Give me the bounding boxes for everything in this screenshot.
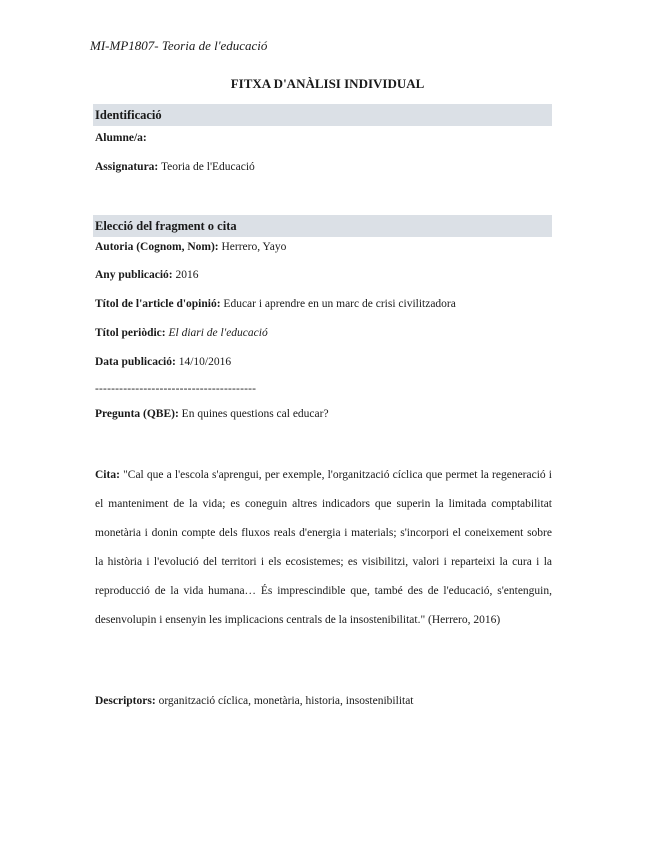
assignatura-field [95,161,255,173]
titol-periodic-label: Títol periòdic: [95,327,166,339]
dashed-separator: ---------------------------------------- [95,383,257,395]
titol-article-value: Educar i aprendre en un marc de crisi civilitzadora [223,298,456,310]
alumne-label: Alumne/a: [95,132,147,144]
autoria-value: Herrero, Yayo [221,241,287,253]
section-identificacio-heading: Identificació [93,104,552,126]
descriptors-field [95,695,414,707]
assignatura-label: Assignatura: [95,161,159,173]
autoria-field [95,241,286,253]
cita-text: "Cal que a l'escola s'aprengui, per exemple, l'organització cíclica que permet la regeneració i el manteniment de la vida; es coneguin altres indicadors que superin la limitada comptabilitat monetària i donin compte dels fluxos reals d'energia i materials; s'incorpori el coneixement sobre la història i l'evolució del territori i els ecosistemes; es visibilitzi, valori i reparteixi la cura i la reproducció de la vida humana… És imprescindible que, també des de l'educació, s'entenguin, desenvolupin i ensenyin les implicacions centrals de la insostenibilitat." (Herrero, 2016) [95,469,553,626]
descriptors-value: organització cíclica, monetària, historia, insostenibilitat [158,695,414,707]
titol-periodic-value: El diari de l'educació [168,327,268,339]
data-publicacio-value: 14/10/2016 [178,356,232,368]
data-publicacio-field [95,356,231,368]
assignatura-value: Teoria de l'Educació [160,161,255,173]
any-value: 2016 [175,269,199,281]
cita-paragraph [95,461,552,635]
pregunta-field [95,408,329,420]
cita-label: Cita: [95,469,120,481]
titol-periodic-field [95,327,268,339]
pregunta-value: En quines questions cal educar? [181,408,329,420]
descriptors-label: Descriptors: [95,695,156,707]
titol-article-field [95,298,456,310]
pregunta-label: Pregunta (QBE): [95,408,179,420]
any-field [95,269,199,281]
section-eleccio-heading: Elecció del fragment o cita [93,215,552,237]
document-title: FITXA D'ANÀLISI INDIVIDUAL [230,76,425,91]
any-label: Any publicació: [95,269,173,281]
alumne-field [95,132,147,144]
autoria-label: Autoria (Cognom, Nom): [95,241,219,253]
titol-article-label: Títol de l'article d'opinió: [95,298,221,310]
course-header: MI-MP1807- Teoria de l'educació [90,38,268,53]
data-publicacio-label: Data publicació: [95,356,176,368]
